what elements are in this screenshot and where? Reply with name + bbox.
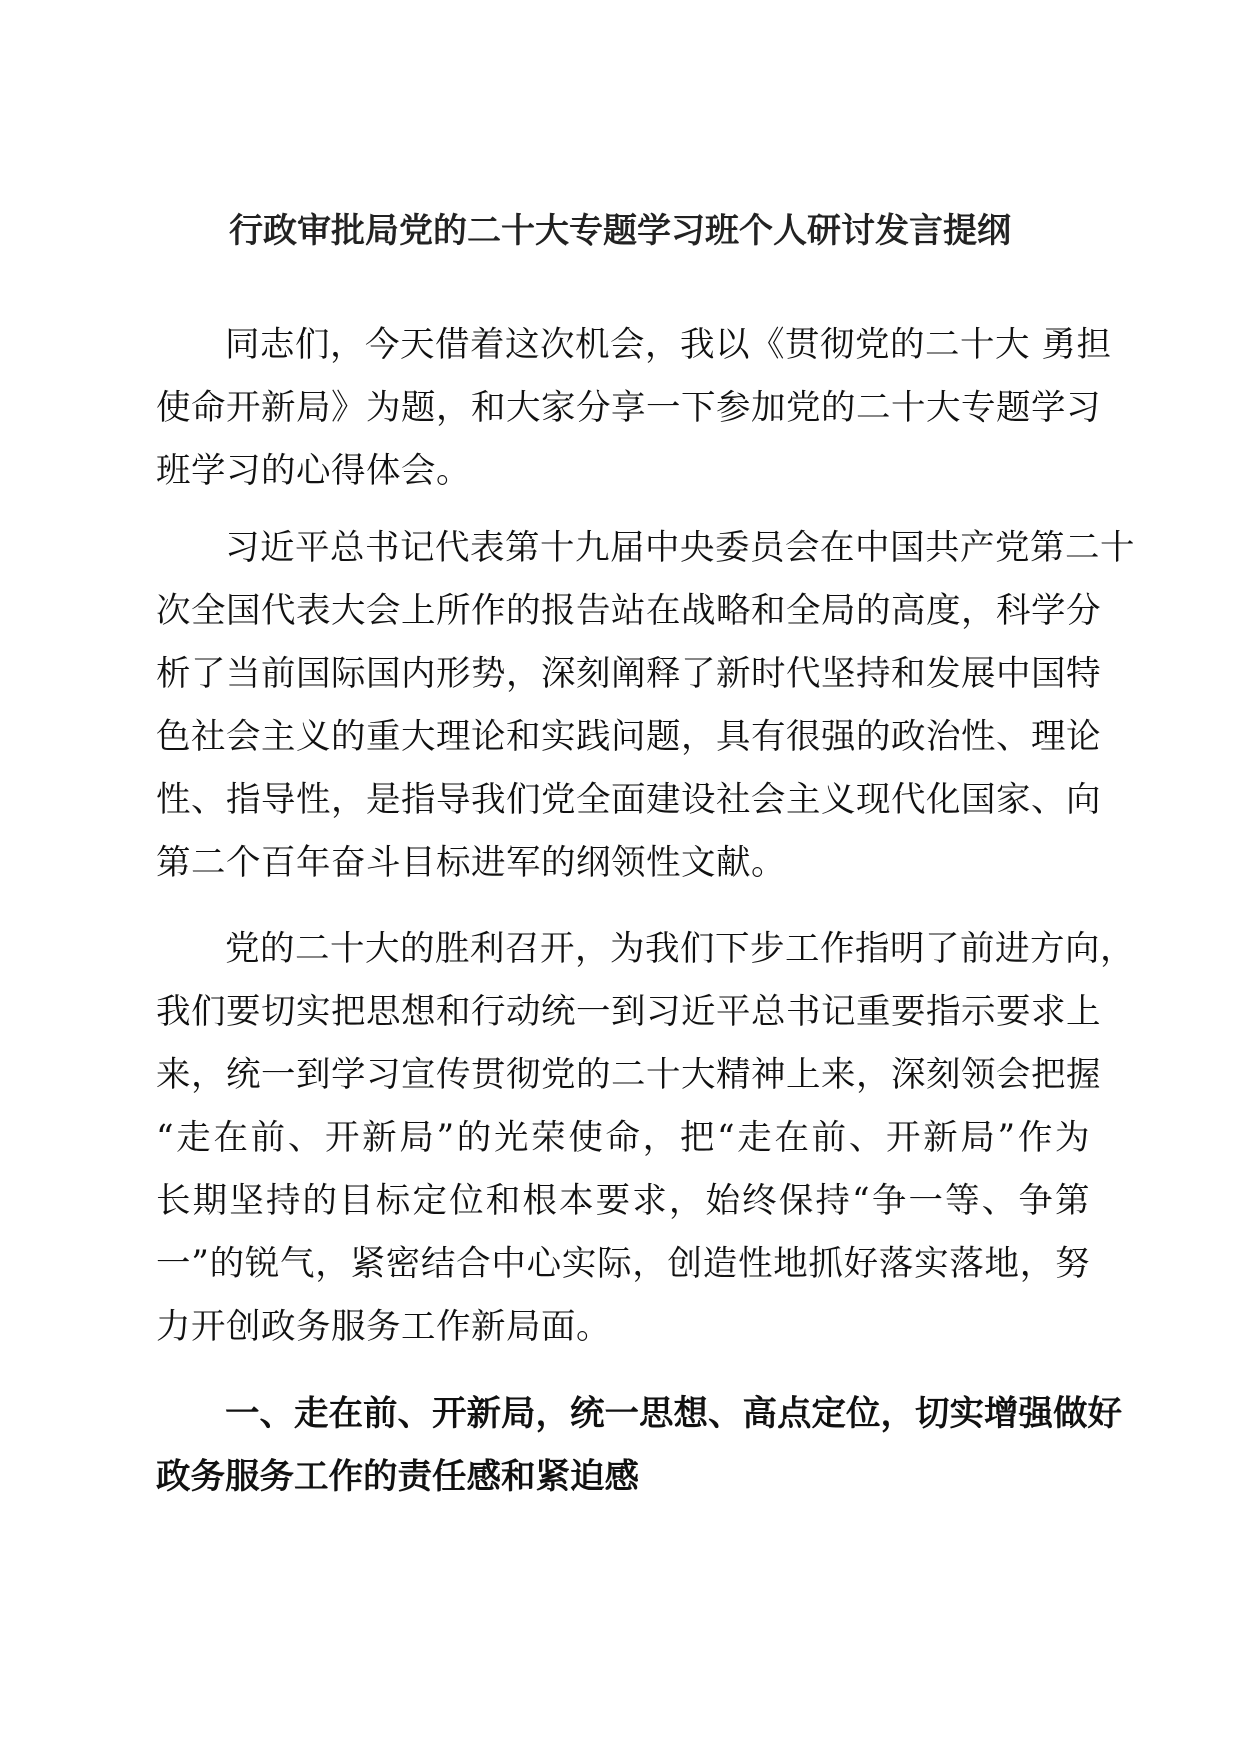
paragraph-line: 我们要切实把思想和行动统一到习近平总书记重要指示要求上 — [156, 992, 1101, 1032]
paragraph-line: 色社会主义的重大理论和实践问题，具有很强的政治性、理论 — [156, 717, 1101, 757]
paragraph-line: 习近平总书记代表第十九届中央委员会在中国共产党第二十 — [225, 528, 1135, 568]
paragraph-line: 次全国代表大会上所作的报告站在战略和全局的高度，科学分 — [156, 591, 1101, 631]
paragraph-line: 同志们，今天借着这次机会，我以《贯彻党的二十大 勇担 — [225, 325, 1112, 365]
paragraph-line: 第二个百年奋斗目标进军的纲领性文献。 — [156, 843, 786, 883]
paragraph-line: 性、指导性，是指导我们党全面建设社会主义现代化国家、向 — [156, 780, 1101, 820]
paragraph-line: 力开创政务服务工作新局面。 — [156, 1307, 611, 1347]
paragraph-line: 长期坚持的目标定位和根本要求，始终保持“争一等、争第 — [156, 1181, 1090, 1221]
paragraph-line: 析了当前国际国内形势，深刻阐释了新时代坚持和发展中国特 — [156, 654, 1101, 694]
heading-line: 一、走在前、开新局，统一思想、高点定位，切实增强做好 — [225, 1394, 1122, 1434]
paragraph-line: 一”的锐气，紧密结合中心实际，创造性地抓好落实落地，努 — [156, 1244, 1090, 1284]
heading-line: 政务服务工作的责任感和紧迫感 — [156, 1457, 639, 1497]
paragraph-line: “走在前、开新局”的光荣使命，把“走在前、开新局”作为 — [156, 1118, 1090, 1158]
paragraph-line: 班学习的心得体会。 — [156, 451, 471, 491]
paragraph-line: 使命开新局》为题，和大家分享一下参加党的二十大专题学习 — [156, 388, 1101, 428]
paragraph-3 — [156, 918, 1135, 1359]
section-heading-1 — [156, 1383, 1122, 1509]
paragraph-line: 党的二十大的胜利召开，为我们下步工作指明了前进方向， — [225, 929, 1135, 969]
paragraph-2 — [156, 517, 1135, 895]
paragraph-line: 来，统一到学习宣传贯彻党的二十大精神上来，深刻领会把握 — [156, 1055, 1101, 1095]
document-title: 行政审批局党的二十大专题学习班个人研讨发言提纲 — [229, 211, 1011, 251]
paragraph-1 — [156, 314, 1112, 503]
